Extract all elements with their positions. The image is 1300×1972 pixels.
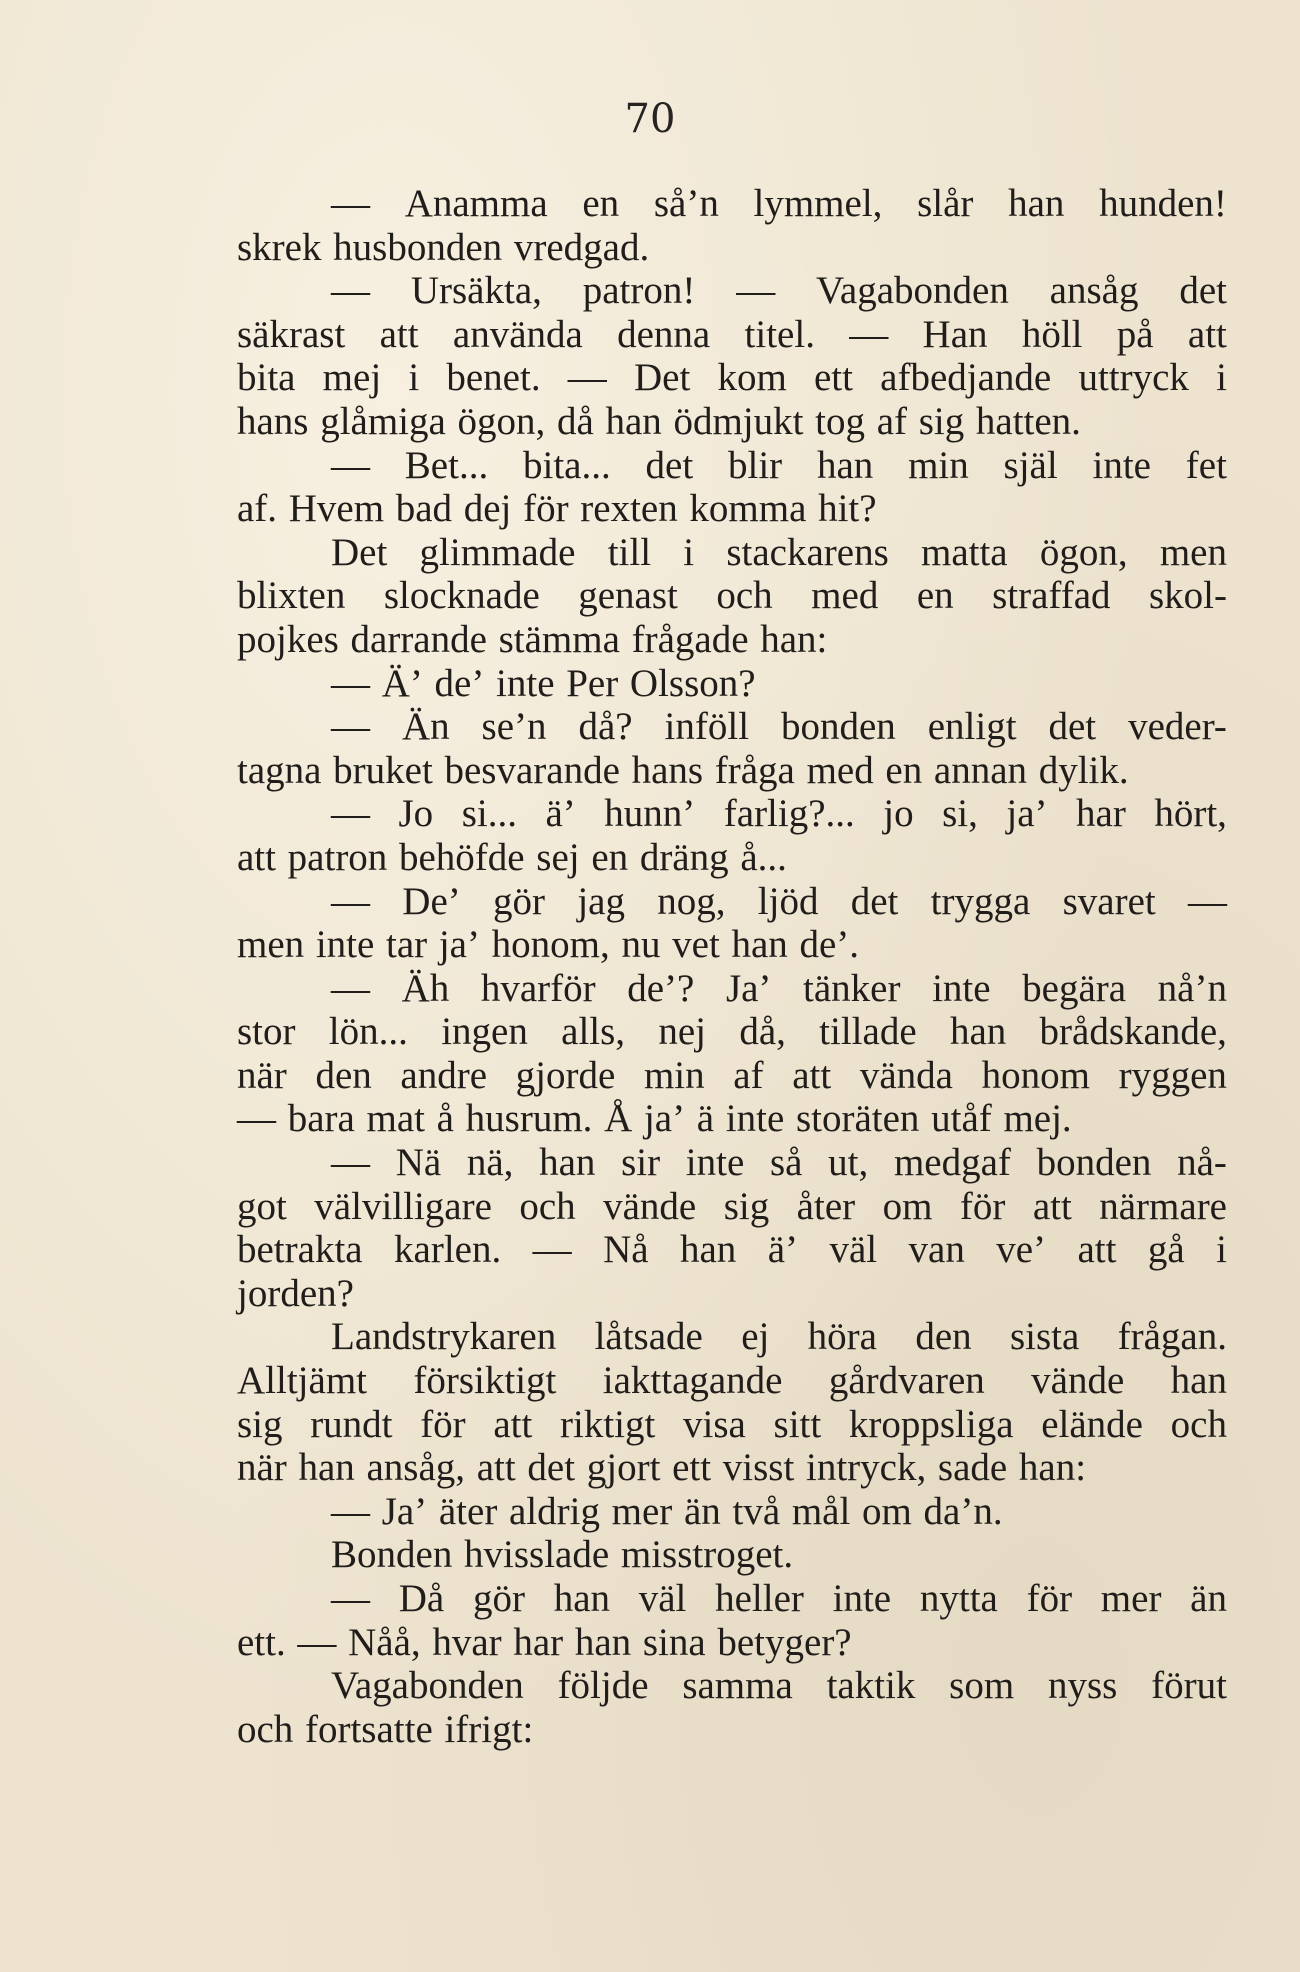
text-line: betrakta karlen. — Nå han ä’ väl van ve’ att gå i xyxy=(237,1228,1227,1272)
text-line: Landstrykaren låtsade ej höra den sista frågan. xyxy=(331,1315,1227,1359)
text-line: och fortsatte ifrigt: xyxy=(237,1707,534,1751)
text-line: blixten slocknade genast och med en straffad skol- xyxy=(237,574,1227,618)
text-line: — Anamma en så’n lymmel, slår han hunden! xyxy=(331,182,1227,225)
text-line: sig rundt för att riktigt visa sitt kroppsliga elände och xyxy=(237,1402,1227,1446)
body-text xyxy=(237,182,1227,1751)
text-line: — bara mat å husrum. Å ja’ ä inte storäten utåf mej. xyxy=(237,1097,1072,1141)
text-line: Vagabonden följde samma taktik som nyss förut xyxy=(331,1664,1227,1708)
text-line: — Bet... bita... det blir han min själ inte fet xyxy=(331,443,1227,487)
text-line: — De’ gör jag nog, ljöd det trygga svaret — xyxy=(331,879,1227,923)
text-line: bita mej i benet. — Det kom ett afbedjande uttryck i xyxy=(237,356,1227,400)
text-line: pojkes darrande stämma frågade han: xyxy=(237,617,828,661)
text-line: Det glimmade till i stackarens matta ögon, men xyxy=(331,530,1227,574)
text-line: — Då gör han väl heller inte nytta för mer än xyxy=(331,1577,1227,1620)
text-line: när han ansåg, att det gjort ett visst intryck, sade han: xyxy=(237,1446,1087,1490)
text-line: att patron behöfde sej en dräng å... xyxy=(237,835,787,879)
text-line: af. Hvem bad dej för rexten komma hit? xyxy=(237,487,877,531)
text-line: — Ä’ de’ inte Per Olsson? xyxy=(331,661,756,705)
text-line: men inte tar ja’ honom, nu vet han de’. xyxy=(237,923,860,967)
text-line: säkrast att använda denna titel. — Han höll på att xyxy=(237,312,1227,356)
text-line: — Jo si... ä’ hunn’ farlig?... jo si, ja’ har hört, xyxy=(331,792,1227,836)
text-line: hans glåmiga ögon, då han ödmjukt tog af sig hatten. xyxy=(237,399,1081,443)
page-number: 70 xyxy=(624,96,676,142)
text-line: stor lön... ingen alls, nej då, tillade han brådskande, xyxy=(237,1010,1227,1054)
text-line: — Än se’n då? inföll bonden enligt det veder- xyxy=(331,705,1227,749)
text-line: — Äh hvarför de’? Ja’ tänker inte begära nå’n xyxy=(331,966,1227,1010)
text-line: got välvilligare och vände sig åter om för att närmare xyxy=(237,1184,1227,1228)
text-line: — Nä nä, han sir inte så ut, medgaf bonden nå- xyxy=(331,1141,1227,1185)
text-line: tagna bruket besvarande hans fråga med en annan dylik. xyxy=(237,748,1129,792)
text-line: skrek husbonden vredgad. xyxy=(237,225,650,269)
text-line: — Ursäkta, patron! — Vagabonden ansåg det xyxy=(331,269,1227,313)
text-line: Alltjämt försiktigt iakttagande gårdvaren vände han xyxy=(237,1359,1227,1403)
text-line: — Ja’ äter aldrig mer än två mål om da’n. xyxy=(331,1489,1003,1533)
text-line: Bonden hvisslade misstroget. xyxy=(331,1533,794,1577)
text-line: när den andre gjorde min af att vända honom ryggen xyxy=(237,1053,1227,1097)
text-line: ett. — Nåå, hvar har han sina betyger? xyxy=(237,1620,852,1664)
text-line: jorden? xyxy=(237,1271,354,1315)
